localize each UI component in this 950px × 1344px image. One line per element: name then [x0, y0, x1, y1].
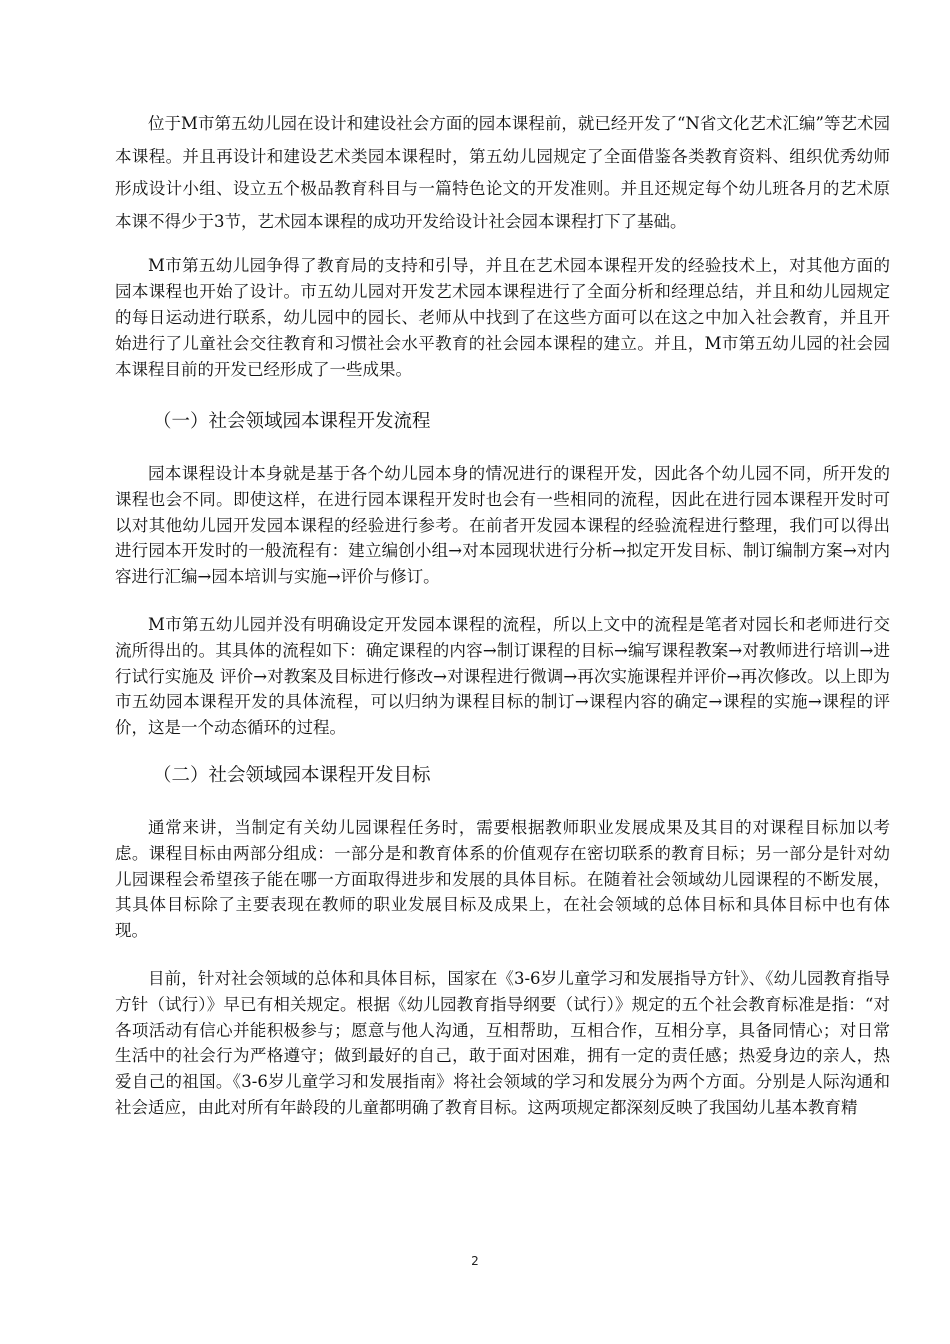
paragraph-national-guidelines: 目前，针对社会领域的总体和具体目标，国家在《3-6岁儿童学习和发展指导方针》、《幼儿园教育指导方针（试行）》早已有相关规定。根据《幼儿园教育指导纲要（试行）》规定的五个社会教育标准是指：“对各项活动有信心并能积极参与；愿意与他人沟通，互相帮助，互相合作，互相分享，具备同情心；对日常生活中的社会行为严格遵守；做到最好的自己，敢于面对困难，拥有一定的责任感；热爱身边的亲人，热爱自己的祖国。《3-6岁儿童学习和发展指南》将社会领域的学习和发展分为两个方面。分别是人际沟通和社会适应，由此对所有年龄段的儿童都明确了教育目标。这两项规定都深刻反映了我国幼儿基本教育精: [115, 968, 890, 1117]
page-number: 2: [471, 1254, 479, 1268]
section-heading-development-process: （一）社会领域园本课程开发流程: [153, 411, 431, 432]
paragraph-specific-process: M市第五幼儿园并没有明确设定开发园本课程的流程，所以上文中的流程是笔者对园长和老师进行交流所得出的。其具体的流程如下：确定课程的内容→制订课程的目标→编写课程教案→对教师进行培训→进行试行实施及 评价→对教案及目标进行修改→对课程进行微调→再次实施课程并评价→再次修改。以上即为市五幼园本课程开发的具体流程，可以归纳为课程目标的制订→课程内容的确定→课程的实施→课程的评价，这是一个动态循环的过程。: [115, 614, 890, 738]
section-heading-development-goals: （二）社会领域园本课程开发目标: [153, 764, 431, 786]
paragraph-general-process: 园本课程设计本身就是基于各个幼儿园本身的情况进行的课程开发，因此各个幼儿园不同，所开发的课程也会不同。即使这样，在进行园本课程开发时也会有一些相同的流程，因此在进行园本课程开发时可以对其他幼儿园开发园本课程的经验进行参考。在前者开发园本课程的经验流程进行整理，我们可以得出进行园本开发时的一般流程有：建立编创小组→对本园现状进行分析→拟定开发目标、制订编制方案→对内容进行汇编→园本培训与实施→评价与修订。: [115, 464, 890, 587]
paragraph-curriculum-goals: 通常来讲，当制定有关幼儿园课程任务时，需要根据教师职业发展成果及其目的对课程目标加以考虑。课程目标由两部分组成：一部分是和教育体系的价值观存在密切联系的教育目标；另一部分是针对幼儿园课程会希望孩子能在哪一方面取得进步和发展的具体目标。在随着社会领域幼儿园课程的不断发展，其具体目标除了主要表现在教师的职业发展目标及成果上，在社会领域的总体目标和具体目标中也有体现。: [115, 817, 890, 941]
document-body: [115, 108, 890, 1143]
paragraph-art-curriculum: 位于M市第五幼儿园在设计和建设社会方面的园本课程前，就已经开发了“N省文化艺术汇编”等艺术园本课程。并且再设计和建设艺术类园本课程时，第五幼儿园规定了全面借鉴各类教育资料、组织优秀幼师形成设计小组、设立五个极品教育科目与一篇特色论文的开发准则。并且还规定每个幼儿班各月的艺术原本课不得少于3节，艺术园本课程的成功开发给设计社会园本课程打下了基础。: [115, 114, 890, 231]
paragraph-social-curriculum-start: M市第五幼儿园争得了教育局的支持和引导，并且在艺术园本课程开发的经验技术上，对其他方面的园本课程也开始了设计。市五幼儿园对开发艺术园本课程进行了全面分析和经理总结，并且和幼儿园规定的每日运动进行联系，幼儿园中的园长、老师从中找到了在这些方面可以在这之中加入社会教育，并且开始进行了儿童社会交往教育和习惯社会水平教育的社会园本课程的建立。并且，M市第五幼儿园的社会园本课程目前的开发已经形成了一些成果。: [115, 256, 890, 379]
